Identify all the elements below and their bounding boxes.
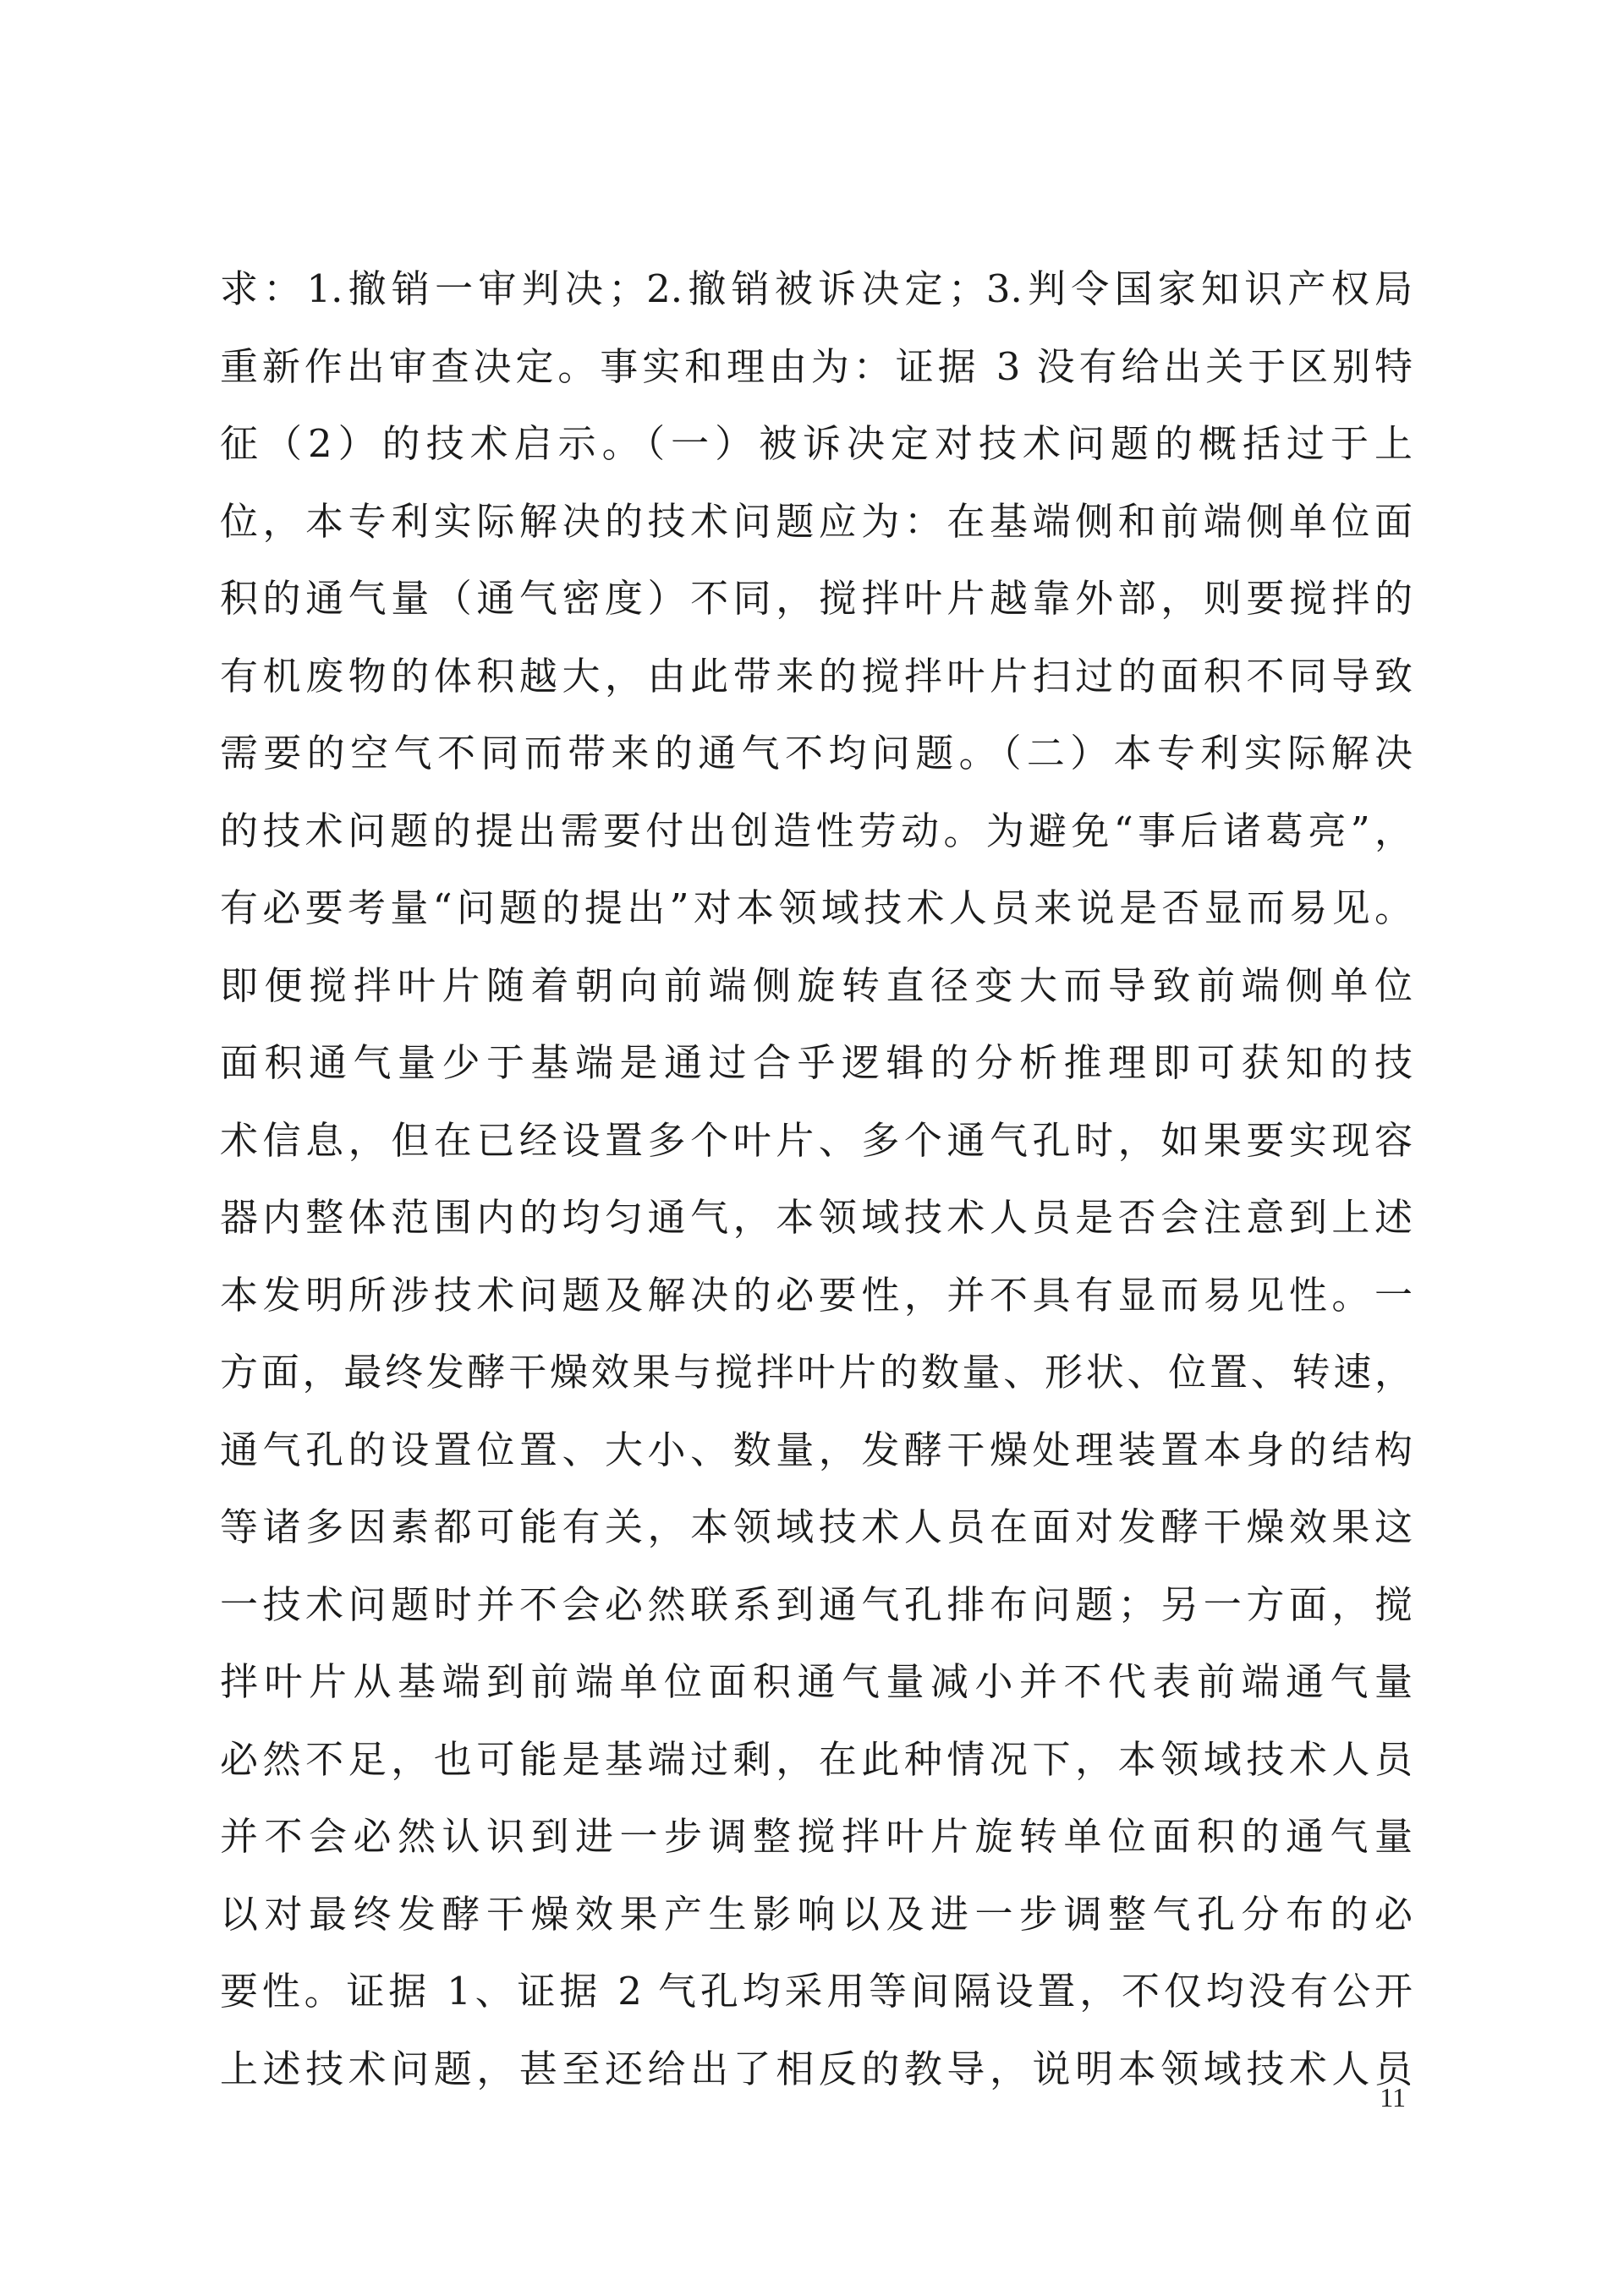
page-number: 11 <box>1380 2082 1406 2112</box>
text-line: 拌叶片从基端到前端单位面积通气量减小并不代表前端通气量 <box>220 1659 1413 1704</box>
text-line: 有必要考量“问题的提出”对本领域技术人员来说是否显而易见。 <box>220 885 1413 930</box>
body-text <box>220 250 1413 2107</box>
text-line: 重新作出审查决定。事实和理由为：证据 3 没有给出关于区别特 <box>220 343 1413 389</box>
text-line: 上述技术问题，甚至还给出了相反的教导，说明本领域技术人员 <box>220 2046 1413 2091</box>
text-line: 即便搅拌叶片随着朝向前端侧旋转直径变大而导致前端侧单位 <box>220 962 1413 1008</box>
text-line: 位，本专利实际解决的技术问题应为：在基端侧和前端侧单位面 <box>220 498 1413 544</box>
text-line: 器内整体范围内的均匀通气，本领域技术人员是否会注意到上述 <box>220 1195 1413 1240</box>
text-line: 一技术问题时并不会必然联系到通气孔排布问题；另一方面，搅 <box>220 1581 1413 1627</box>
text-line: 有机废物的体积越大，由此带来的搅拌叶片扫过的面积不同导致 <box>220 653 1413 699</box>
text-line: 积的通气量（通气密度）不同，搅拌叶片越靠外部，则要搅拌的 <box>220 576 1413 621</box>
text-line: 等诸多因素都可能有关，本领域技术人员在面对发酵干燥效果这 <box>220 1504 1413 1549</box>
text-line: 必然不足，也可能是基端过剩，在此种情况下，本领域技术人员 <box>220 1736 1413 1782</box>
text-line: 以对最终发酵干燥效果产生影响以及进一步调整气孔分布的必 <box>220 1891 1413 1937</box>
text-line: 本发明所涉技术问题及解决的必要性，并不具有显而易见性。一 <box>220 1272 1413 1318</box>
text-line: 征（2）的技术启示。（一）被诉决定对技术问题的概括过于上 <box>220 421 1413 466</box>
text-line: 通气孔的设置位置、大小、数量，发酵干燥处理装置本身的结构 <box>220 1427 1413 1472</box>
text-line: 求：1.撤销一审判决；2.撤销被诉决定；3.判令国家知识产权局 <box>220 266 1413 311</box>
text-line: 方面，最终发酵干燥效果与搅拌叶片的数量、形状、位置、转速， <box>220 1350 1413 1395</box>
text-line: 需要的空气不同而带来的通气不均问题。（二）本专利实际解决 <box>220 731 1413 775</box>
text-line: 术信息，但在已经设置多个叶片、多个通气孔时，如果要实现容 <box>220 1117 1413 1163</box>
text-line: 要性。证据 1、证据 2 气孔均采用等间隔设置，不仅均没有公开 <box>220 1969 1413 2014</box>
text-line: 的技术问题的提出需要付出创造性劳动。为避免“事后诸葛亮”， <box>220 808 1413 853</box>
text-line: 面积通气量少于基端是通过合乎逻辑的分析推理即可获知的技 <box>220 1040 1413 1085</box>
text-line: 并不会必然认识到进一步调整搅拌叶片旋转单位面积的通气量 <box>220 1814 1413 1859</box>
